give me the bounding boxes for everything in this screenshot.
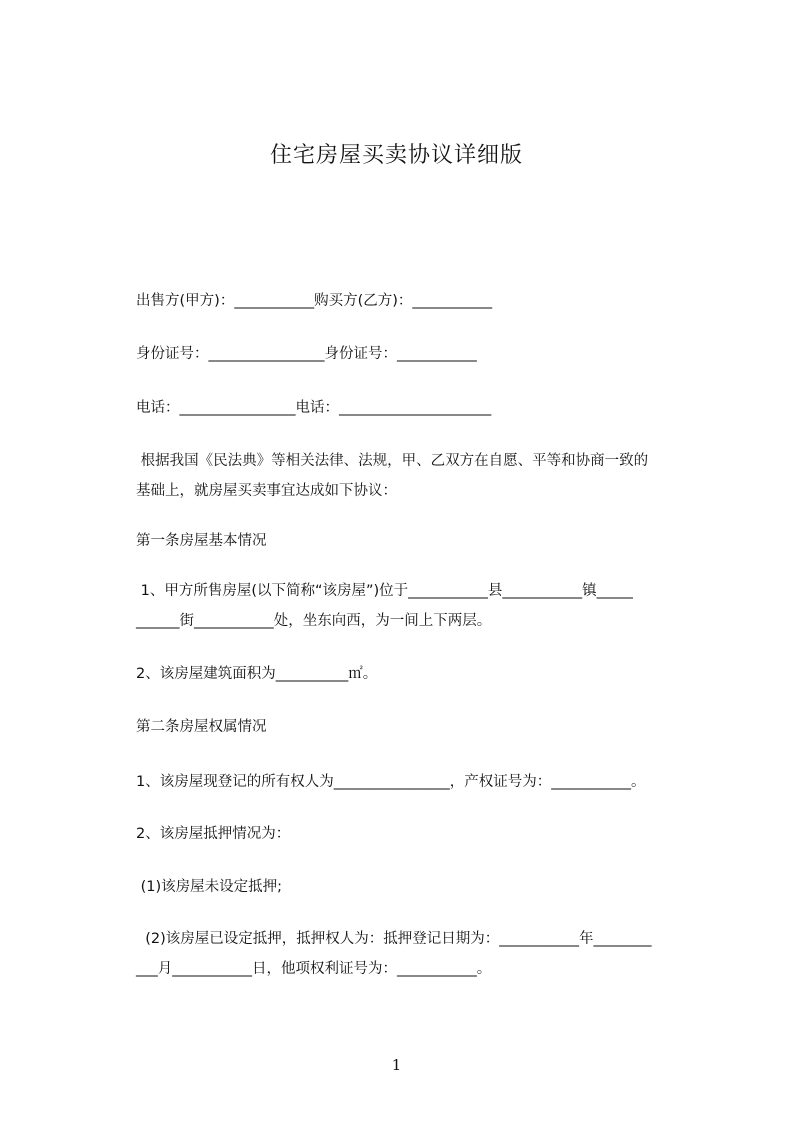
article-1-item-2: 2、该房屋建筑面积为__________㎡。 bbox=[136, 666, 378, 682]
seller-buyer-line: 出售方(甲方)：___________购买方(乙方)：___________ bbox=[136, 293, 493, 309]
phone-line: 电话：________________电话：_____________________ bbox=[136, 400, 492, 416]
article-2-item-1: 1、该房屋现登记的所有权人为________________，产权证号为：___________。 bbox=[136, 774, 646, 790]
id-number-line: 身份证号：________________身份证号：___________ bbox=[136, 346, 477, 362]
preamble-line-2: 基础上，就房屋买卖事宜达成如下协议： bbox=[136, 483, 397, 499]
preamble-paragraph bbox=[136, 446, 704, 506]
article-1-item-1-line-1: 1、甲方所售房屋(以下简称“该房屋”)位于___________县___________镇_____ bbox=[136, 583, 633, 599]
document-title: 住宅房屋买卖协议详细版 bbox=[269, 143, 523, 168]
page-number: 1 bbox=[391, 1056, 402, 1074]
article-2-sub-item-2-line-1: (2)该房屋已设定抵押，抵押权人为：抵押登记日期为：___________年________ bbox=[136, 931, 652, 947]
article-2-sub-item-2-line-2: ___月___________日，他项权利证号为：___________。 bbox=[136, 961, 492, 977]
article-2-heading: 第二条房屋权属情况 bbox=[136, 719, 267, 735]
article-2-sub-item-1: (1)该房屋未设定抵押; bbox=[136, 879, 283, 895]
article-1-item-1-line-2: ______街___________处，坐东向西，为一间上下两层。 bbox=[136, 613, 492, 629]
preamble-line-1: 根据我国《民法典》等相关法律、法规，甲、乙双方在自愿、平等和协商一致的 bbox=[136, 453, 649, 469]
article-2-sub-item-2 bbox=[136, 924, 704, 984]
article-1-item-1 bbox=[136, 576, 704, 636]
article-1-heading: 第一条房屋基本情况 bbox=[136, 533, 267, 549]
article-2-item-2: 2、该房屋抵押情况为： bbox=[136, 826, 291, 842]
